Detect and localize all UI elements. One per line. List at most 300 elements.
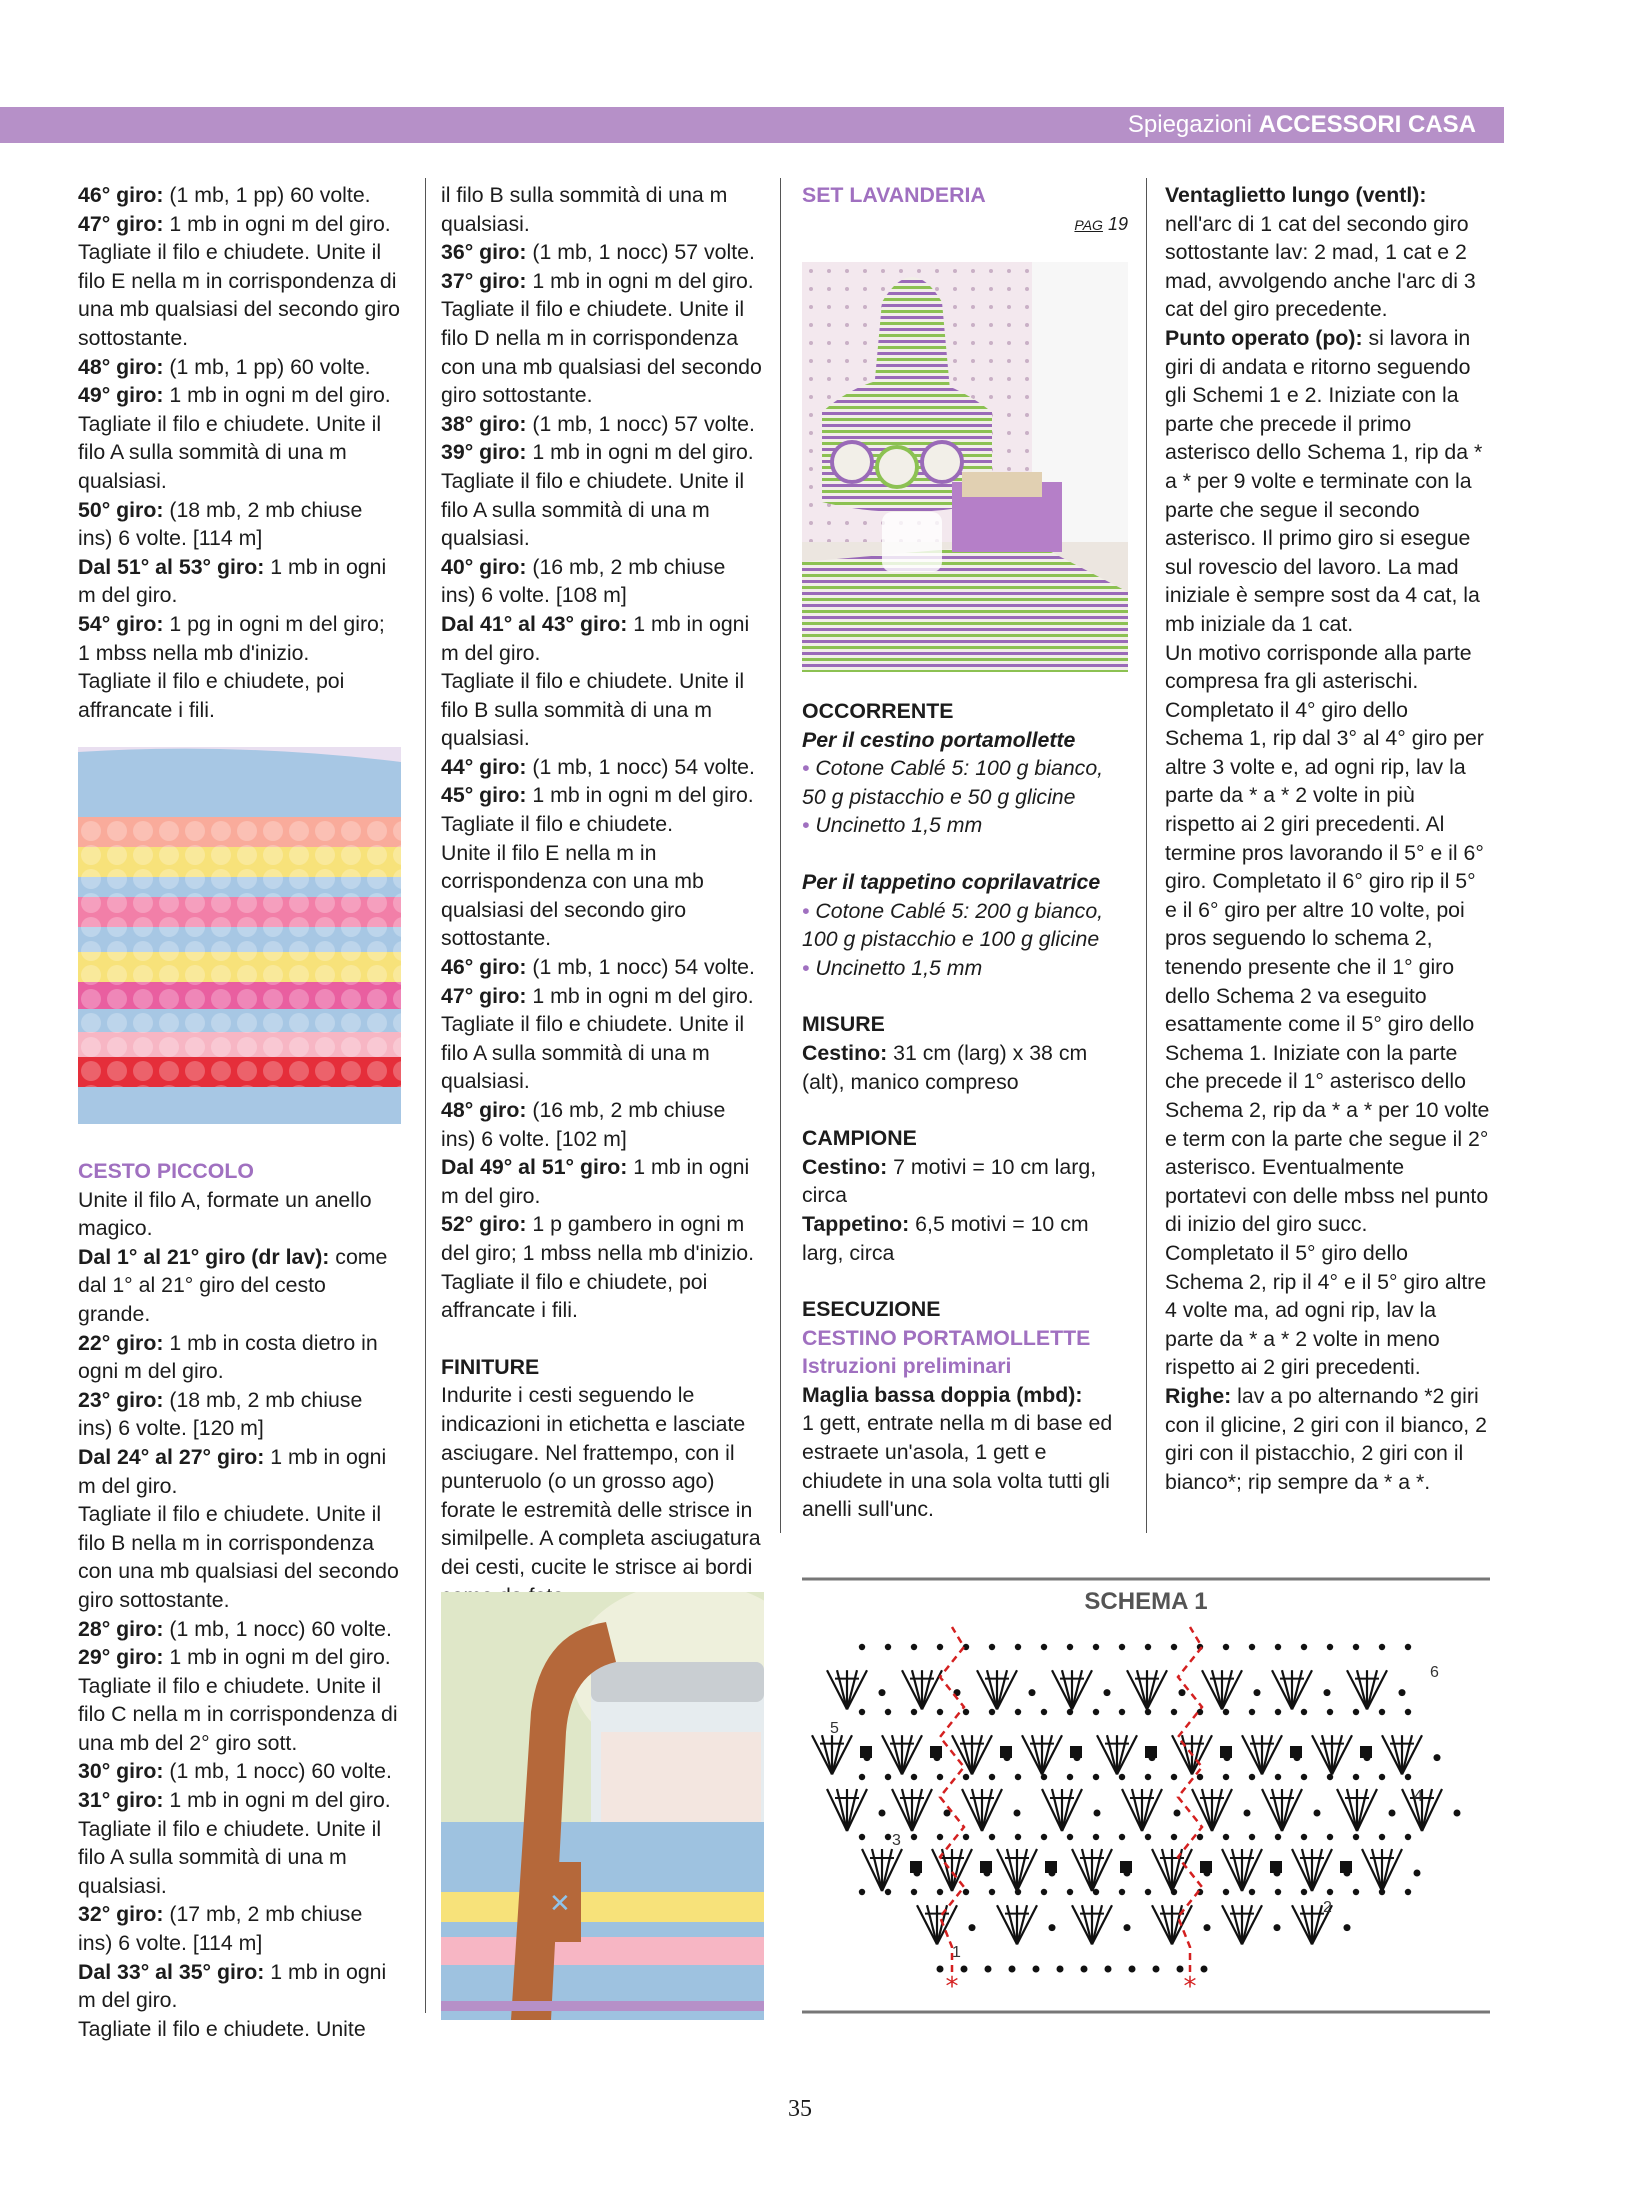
col4-paragraph bbox=[1165, 324, 1490, 639]
stitch-fan-line bbox=[1282, 1789, 1302, 1831]
stitch-fan-line bbox=[912, 1789, 932, 1831]
stitch-fan-line bbox=[1292, 1905, 1312, 1944]
col2-paragraph bbox=[441, 982, 764, 1011]
chain-dot bbox=[1249, 1709, 1255, 1715]
col1-top-paragraph-label: 47° giro: bbox=[78, 211, 164, 236]
stitch-fan-line bbox=[997, 1670, 1017, 1709]
chain-dot bbox=[1275, 1644, 1281, 1650]
col1-bottom-paragraph-text: come dal 1° al 21° giro del cesto grande. bbox=[78, 1244, 388, 1326]
col1-top-paragraph-label: 49° giro: bbox=[78, 383, 164, 408]
stitch-fan-line bbox=[1162, 1849, 1172, 1891]
stitch-fan-line bbox=[1017, 1905, 1027, 1944]
stitch-fan-line bbox=[1222, 1849, 1242, 1891]
chain-dot bbox=[1249, 1774, 1255, 1780]
stitch-fan-line bbox=[882, 1849, 902, 1891]
stitch-fan-line bbox=[1222, 1670, 1232, 1709]
chain-dot bbox=[1129, 1966, 1136, 1973]
col1-bottom-paragraph bbox=[78, 1443, 401, 1500]
col1-bottom-paragraph-text: Tagliate il filo e chiudete. Unite il filo A sulla sommità di una m qualsiasi. bbox=[78, 1816, 382, 1898]
single-crochet-square bbox=[1120, 1861, 1132, 1873]
col4-paragraph-label: Ventaglietto lungo (ventl): bbox=[1165, 183, 1427, 207]
stitch-fan-line bbox=[1092, 1849, 1112, 1891]
chain-dot bbox=[885, 1774, 891, 1780]
stitch-fan-line bbox=[847, 1670, 867, 1709]
col1-top-paragraph-label: 54° giro: bbox=[78, 611, 164, 636]
stitch-fan-line bbox=[1402, 1735, 1422, 1774]
chain-dot bbox=[1041, 1774, 1047, 1780]
chain-dot bbox=[1105, 1966, 1112, 1973]
stitch-fan-line bbox=[972, 1735, 992, 1774]
stitch-fan-line bbox=[1147, 1670, 1157, 1709]
col1-top-paragraphs bbox=[78, 181, 401, 724]
col1-bottom-paragraph-text: Unite il filo A, formate un anello magico. bbox=[78, 1187, 372, 1241]
chain-dot bbox=[1104, 1689, 1111, 1696]
stitch-fan-line bbox=[1367, 1670, 1377, 1709]
chain-dot bbox=[1145, 1834, 1151, 1840]
chain-dot bbox=[1254, 1689, 1261, 1696]
row-label-6: 6 bbox=[1430, 1664, 1439, 1681]
stitch-fan-line bbox=[922, 1670, 932, 1709]
stitch-fan-line bbox=[1082, 1905, 1092, 1944]
chain-dot bbox=[1015, 1834, 1021, 1840]
column-3-materials bbox=[802, 697, 1128, 1524]
chain-dot bbox=[1327, 1709, 1333, 1715]
chain-dot bbox=[911, 1709, 917, 1715]
stitch-fan-line bbox=[917, 1905, 937, 1944]
cestino-item-2: • Uncinetto 1,5 mm bbox=[802, 813, 983, 838]
chain-dot bbox=[885, 1644, 891, 1650]
stitch-fan-line bbox=[1122, 1789, 1142, 1831]
chain-dot bbox=[1015, 1709, 1021, 1715]
col2-paragraph bbox=[441, 1153, 764, 1210]
stitch-fan-line bbox=[1042, 1735, 1062, 1774]
col1-top-paragraph bbox=[78, 610, 401, 667]
col1-bottom-paragraph-label: 28° giro: bbox=[78, 1616, 164, 1641]
stitch-fan-line bbox=[1162, 1905, 1172, 1944]
section-title-cesto-piccolo: CESTO PICCOLO bbox=[78, 1159, 254, 1183]
stitch-fan-line bbox=[1072, 1670, 1092, 1709]
single-crochet-square bbox=[860, 1746, 872, 1758]
chain-dot bbox=[989, 1774, 995, 1780]
col2-paragraph bbox=[441, 1210, 764, 1267]
chain-dot bbox=[1067, 1709, 1073, 1715]
chain-dot bbox=[1344, 1924, 1351, 1931]
col2-paragraph-label: 47° giro: bbox=[441, 983, 527, 1008]
col1-top-paragraph bbox=[78, 181, 401, 210]
chain-dot bbox=[1093, 1834, 1099, 1840]
col1-bottom-paragraph-label: 23° giro: bbox=[78, 1387, 164, 1412]
col2-paragraph bbox=[441, 267, 764, 296]
schema-title: SCHEMA 1 bbox=[1084, 1588, 1208, 1615]
col1-bottom-paragraph bbox=[78, 1615, 401, 1644]
stitch-fan-line bbox=[1272, 1789, 1282, 1831]
col1-bottom-paragraph bbox=[78, 1672, 401, 1758]
stitch-fan-line bbox=[1202, 1789, 1212, 1831]
stitch-fan-line bbox=[997, 1670, 1007, 1709]
stitch-fan-line bbox=[872, 1849, 882, 1891]
col2-paragraph-text: 1 mb in ogni m del giro. bbox=[526, 983, 754, 1008]
col2-paragraph bbox=[441, 753, 764, 782]
istruzioni-title: Istruzioni preliminari bbox=[802, 1354, 1012, 1379]
col1-bottom-paragraph-text: (1 mb, 1 nocc) 60 volte. bbox=[163, 1759, 392, 1784]
chain-dot bbox=[1029, 1689, 1036, 1696]
single-crochet-square bbox=[1340, 1861, 1352, 1873]
chain-dot bbox=[937, 1966, 944, 1973]
chain-dot bbox=[989, 1834, 995, 1840]
stitch-fan-line bbox=[1357, 1670, 1367, 1709]
stitch-fan-line bbox=[927, 1905, 937, 1944]
single-crochet-square bbox=[1360, 1746, 1372, 1758]
single-crochet-square bbox=[1200, 1861, 1212, 1873]
chain-dot bbox=[879, 1689, 886, 1696]
col2-paragraph-text: Tagliate il filo e chiudete. Unite il filo D nella m in corrispondenza con una mb qualsiasi del secondo giro sottostante. bbox=[441, 297, 762, 408]
stitch-fan-line bbox=[1107, 1735, 1117, 1774]
campione-cestino: Cestino: 7 motivi = 10 cm larg, circa bbox=[802, 1154, 1097, 1208]
campione-tappetino: Tappetino: 6,5 motivi = 10 cm larg, circa bbox=[802, 1211, 1089, 1265]
col2-paragraph-label: Dal 41° al 43° giro: bbox=[441, 611, 628, 636]
stitch-fan-line bbox=[1262, 1789, 1282, 1831]
chain-dot bbox=[1171, 1709, 1177, 1715]
chain-dot bbox=[1274, 1924, 1281, 1931]
stitch-fan-line bbox=[1322, 1735, 1332, 1774]
stitch-fan-line bbox=[862, 1849, 882, 1891]
chain-dot bbox=[1223, 1834, 1229, 1840]
chain-dot bbox=[1301, 1644, 1307, 1650]
stitch-fan-line bbox=[997, 1849, 1017, 1891]
stitch-fan-line bbox=[922, 1670, 942, 1709]
chain-dot bbox=[1379, 1644, 1385, 1650]
single-crochet-square bbox=[1145, 1746, 1157, 1758]
single-crochet-square bbox=[930, 1746, 942, 1758]
asterisk-left: * bbox=[945, 1972, 959, 2002]
chain-dot bbox=[859, 1889, 865, 1895]
stitch-fan-line bbox=[1242, 1735, 1262, 1774]
stitch-fan-line bbox=[1252, 1735, 1262, 1774]
column-1-bottom bbox=[78, 1157, 401, 2043]
col1-bottom-paragraph-text: 1 mb in ogni m del giro. bbox=[78, 1959, 387, 2013]
chain-dot bbox=[1223, 1709, 1229, 1715]
chain-dot bbox=[1094, 1810, 1101, 1817]
stitch-fan-line bbox=[1262, 1735, 1272, 1774]
stitch-fan-line bbox=[1042, 1789, 1062, 1831]
chain-dot bbox=[1223, 1889, 1229, 1895]
stitch-fan-line bbox=[1147, 1670, 1167, 1709]
col2-paragraph bbox=[441, 839, 764, 953]
col2-paragraph bbox=[441, 238, 764, 267]
stitch-fan-line bbox=[1422, 1789, 1442, 1831]
col1-top-paragraph bbox=[78, 410, 401, 496]
col2-paragraph-label: 40° giro: bbox=[441, 554, 527, 579]
stitch-fan-line bbox=[1117, 1735, 1137, 1774]
stitch-fan-line bbox=[1212, 1789, 1222, 1831]
col1-bottom-paragraph-text: 1 mb in ogni m del giro. bbox=[163, 1645, 391, 1670]
stitch-fan-line bbox=[1382, 1735, 1402, 1774]
chain-dot bbox=[1049, 1924, 1056, 1931]
stitch-fan-line bbox=[847, 1670, 857, 1709]
stitch-fan-line bbox=[892, 1789, 912, 1831]
chain-dot bbox=[1093, 1889, 1099, 1895]
chain-dot bbox=[859, 1774, 865, 1780]
chain-dot bbox=[989, 1644, 995, 1650]
col2-paragraph bbox=[441, 610, 764, 667]
stitch-fan-line bbox=[952, 1849, 962, 1891]
col2-paragraph bbox=[441, 553, 764, 610]
stitch-fan-line bbox=[1092, 1905, 1112, 1944]
col2-paragraph bbox=[441, 467, 764, 553]
chain-dot bbox=[1275, 1834, 1281, 1840]
chain-dot bbox=[989, 1889, 995, 1895]
chain-dot bbox=[1119, 1644, 1125, 1650]
col2-paragraph bbox=[441, 1010, 764, 1096]
column-4 bbox=[1165, 181, 1490, 1496]
chain-dot bbox=[1353, 1834, 1359, 1840]
chain-dot bbox=[1405, 1644, 1411, 1650]
chain-dot bbox=[963, 1774, 969, 1780]
single-crochet-square bbox=[1270, 1861, 1282, 1873]
col1-top-paragraph bbox=[78, 667, 401, 724]
chain-dot bbox=[1093, 1709, 1099, 1715]
chain-dot bbox=[1389, 1810, 1396, 1817]
col1-bottom-paragraph bbox=[78, 2015, 401, 2044]
chain-dot bbox=[859, 1834, 865, 1840]
chain-dot bbox=[963, 1834, 969, 1840]
chain-dot bbox=[1434, 1754, 1441, 1761]
col4-paragraph-text: Un motivo corrisponde alla parte compresa fra gli asterischi. Completato il 4° giro dello Schema 1, rip dal 3° al 4° giro per altre 3 volte e, ad ogni rip, lav la parte da * a * 2 volte in più rispetto ai 2 giri precedenti. Al termine pros lavorando il 5° e il 6° giro. Completato il 6° giro rip il 5° e il 6° giro per altre 10 volte, poi pros seguendo lo schema 2, tenendo presente che il 1° giro dello Schema 2 va eseguito esattamente come il 5° giro dello Schema 1. Iniziate con la parte che precede il 1° asterisco dello Schema 2, rip da * a * per 10 volte e term con la parte che segue il 2° asterisco. Eventualmente portatevi con delle mbss nel punto di inizio del giro succ. bbox=[1165, 640, 1490, 1237]
col2-paragraph-text: 1 p gambero in ogni m del giro; 1 mbss nella mb d'inizio. bbox=[441, 1212, 755, 1265]
single-crochet-square bbox=[1290, 1746, 1302, 1758]
stitch-fan-line bbox=[812, 1735, 832, 1774]
col1-bottom-paragraph-label: Dal 33° al 35° giro: bbox=[78, 1959, 265, 1984]
page-number: 35 bbox=[788, 2096, 812, 2122]
stitch-fan-line bbox=[882, 1849, 892, 1891]
finiture-text: Indurite i cesti seguendo le indicazioni in etichetta e lasciate asciugare. Nel frattempo, con il punteruolo (o un grosso ago) forate le estremità delle strisce in similpelle. A completa asciugatura dei cesti, cucite le strisce ai bordi bbox=[441, 1383, 761, 1579]
stitch-fan-line bbox=[1232, 1905, 1242, 1944]
col2-paragraph-label: 39° giro: bbox=[441, 440, 527, 465]
stitch-fan-line bbox=[837, 1789, 847, 1831]
col2-paragraph-label: 45° giro: bbox=[441, 783, 527, 808]
stitch-fan-line bbox=[1127, 1670, 1147, 1709]
col2-paragraph-label: 48° giro: bbox=[441, 1098, 527, 1122]
col2-paragraph bbox=[441, 181, 764, 238]
stitch-fan-line bbox=[937, 1905, 957, 1944]
chain-dot bbox=[1015, 1644, 1021, 1650]
col1-top-paragraph-text: Tagliate il filo e chiudete, poi affrancate i fili. bbox=[78, 669, 345, 722]
col2-paragraph bbox=[441, 1268, 764, 1325]
col2-paragraph-text: 1 mb in ogni m del giro. bbox=[441, 611, 750, 665]
stitch-fan-line bbox=[1152, 1905, 1172, 1944]
stitch-fan-line bbox=[972, 1789, 982, 1831]
stitch-fan-line bbox=[1337, 1789, 1357, 1831]
stitch-fan-line bbox=[847, 1789, 857, 1831]
chain-dot bbox=[1301, 1834, 1307, 1840]
col1-top-paragraph-text: Tagliate il filo e chiudete. Unite il filo E nella m in corrispondenza di una mb qualsiasi del secondo giro sottostante. bbox=[78, 240, 401, 350]
chain-dot bbox=[1041, 1644, 1047, 1650]
col1-bottom-paragraph-text: (18 mb, 2 mb chiuse ins) 6 volte. [120 m] bbox=[78, 1387, 363, 1441]
col2-paragraph-text: 1 mb in ogni m del giro. bbox=[526, 440, 754, 465]
col1-bottom-paragraph-text: Tagliate il filo e chiudete. Unite bbox=[78, 2016, 366, 2041]
col4-paragraph bbox=[1165, 1239, 1490, 1382]
col4-paragraph bbox=[1165, 1382, 1490, 1496]
stitch-fan-line bbox=[1117, 1735, 1127, 1774]
section-header-title: Spiegazioni ACCESSORI CASA bbox=[1127, 111, 1476, 138]
col4-paragraph bbox=[1165, 181, 1490, 324]
campione-title: CAMPIONE bbox=[802, 1126, 917, 1151]
chain-dot bbox=[1093, 1644, 1099, 1650]
col2-paragraph-text: Unite il filo E nella m in corrispondenza con una mb qualsiasi del secondo giro sottostante. bbox=[441, 840, 704, 951]
row-label-3: 3 bbox=[892, 1832, 901, 1849]
col2-paragraph-label: 46° giro: bbox=[441, 955, 527, 980]
stitch-fan-line bbox=[1212, 1670, 1222, 1709]
chain-dot bbox=[1399, 1689, 1406, 1696]
col1-top-paragraph-text: 1 mb in ogni m del giro. bbox=[78, 554, 387, 608]
col1-top-paragraph-text: 1 mb in ogni m del giro. bbox=[163, 383, 391, 408]
chain-dot bbox=[911, 1834, 917, 1840]
stitch-fan-line bbox=[1422, 1789, 1432, 1831]
chain-dot bbox=[1067, 1889, 1073, 1895]
col1-top-paragraph bbox=[78, 238, 401, 352]
chain-dot bbox=[1093, 1774, 1099, 1780]
column-divider bbox=[1146, 178, 1147, 1533]
column-2 bbox=[441, 181, 764, 1610]
col1-bottom-paragraph-text: (17 mb, 2 mb chiuse ins) 6 volte. [114 m] bbox=[78, 1902, 363, 1956]
page-reference: PAG 19 bbox=[1074, 213, 1128, 234]
col4-paragraph-text: Completato il 5° giro dello Schema 2, rip il 4° e il 5° giro altre 4 volte ma, ad ogni rip, lav la parte da * a * 2 volte in meno rispetto ai 2 giri precedenti. bbox=[1165, 1240, 1487, 1380]
chain-dot bbox=[1405, 1709, 1411, 1715]
chain-dot bbox=[1379, 1774, 1385, 1780]
stitch-fan-line bbox=[1262, 1735, 1282, 1774]
stitch-fan-line bbox=[822, 1735, 832, 1774]
col1-bottom-paragraph-text: 1 mb in ogni m del giro. bbox=[163, 1788, 391, 1813]
single-crochet-square bbox=[1070, 1746, 1082, 1758]
chain-dot bbox=[985, 1966, 992, 1973]
single-crochet-square bbox=[980, 1861, 992, 1873]
col1-bottom-paragraph-label: Dal 1° al 21° giro (dr lav): bbox=[78, 1244, 330, 1269]
stitch-fan-line bbox=[1072, 1849, 1092, 1891]
stitch-fan-line bbox=[1292, 1670, 1302, 1709]
col2-paragraph-text: (1 mb, 1 nocc) 54 volte. bbox=[526, 754, 755, 779]
chain-dot bbox=[1301, 1889, 1307, 1895]
col2-paragraph-text: Tagliate il filo e chiudete, poi affrancate i fili. bbox=[441, 1269, 708, 1323]
stitch-fan-line bbox=[847, 1789, 867, 1831]
col2-paragraph-text: (1 mb, 1 nocc) 57 volte. bbox=[526, 240, 755, 265]
col1-bottom-paragraph-text: Tagliate il filo e chiudete. Unite il filo B nella m in corrispondenza con una mb qualsiasi del secondo giro sottostante. bbox=[78, 1502, 399, 1612]
stitch-fan-line bbox=[1347, 1670, 1367, 1709]
chain-dot bbox=[1145, 1644, 1151, 1650]
occorrente-title: OCCORRENTE bbox=[802, 699, 954, 723]
chain-dot bbox=[1353, 1644, 1359, 1650]
stitch-fan-line bbox=[1302, 1905, 1312, 1944]
chain-dot bbox=[1314, 1810, 1321, 1817]
col2-paragraph-text: il filo B sulla sommità di una m qualsiasi. bbox=[441, 183, 728, 236]
stitch-fan-line bbox=[1367, 1670, 1387, 1709]
col1-bottom-paragraph-text: (1 mb, 1 nocc) 60 volte. bbox=[163, 1616, 392, 1641]
col1-top-paragraph-label: 46° giro: bbox=[78, 183, 164, 207]
chain-dot bbox=[937, 1834, 943, 1840]
col2-paragraph-text: (1 mb, 1 nocc) 54 volte. bbox=[526, 955, 755, 980]
stitch-fan-line bbox=[1052, 1670, 1072, 1709]
chain-dot bbox=[1201, 1966, 1208, 1973]
chain-dot bbox=[937, 1774, 943, 1780]
stitch-fan-line bbox=[892, 1735, 902, 1774]
single-crochet-square bbox=[910, 1861, 922, 1873]
chain-dot bbox=[937, 1644, 943, 1650]
col1-top-paragraph-label: 48° giro: bbox=[78, 354, 164, 379]
mbd-title: Maglia bassa doppia (mbd): bbox=[802, 1382, 1083, 1407]
col2-paragraph-label: 44° giro: bbox=[441, 754, 527, 779]
col2-paragraph-text: 1 mb in ogni m del giro. bbox=[441, 1155, 750, 1208]
column-divider bbox=[425, 178, 426, 2013]
stitch-fan-line bbox=[1332, 1735, 1352, 1774]
stitch-fan-line bbox=[1092, 1849, 1102, 1891]
stitch-fan-line bbox=[1032, 1735, 1042, 1774]
stitch-fan-line bbox=[1242, 1849, 1252, 1891]
stitch-fan-line bbox=[1347, 1789, 1357, 1831]
col1-bottom-paragraph-label: Dal 24° al 27° giro: bbox=[78, 1444, 265, 1469]
chain-dot bbox=[1405, 1774, 1411, 1780]
chain-dot bbox=[1171, 1644, 1177, 1650]
col4-paragraph-text: lav a po alternando *2 giri con il glicine, 2 giri con il bianco, 2 giri con il pistacchio, 2 giri con il bianco*; rip sempre da * a *. bbox=[1165, 1383, 1487, 1494]
col2-paragraph-text: Tagliate il filo e chiudete. Unite il filo B sulla sommità di una m qualsiasi. bbox=[441, 669, 745, 751]
stitch-fan-line bbox=[1152, 1849, 1172, 1891]
chain-dot bbox=[1249, 1889, 1255, 1895]
stitch-fan-line bbox=[1357, 1789, 1377, 1831]
chain-dot bbox=[937, 1889, 943, 1895]
stitch-fan-line bbox=[1192, 1735, 1212, 1774]
stitch-fan-line bbox=[1372, 1849, 1382, 1891]
section-title-finiture: FINITURE bbox=[441, 1354, 540, 1379]
col1-top-paragraph bbox=[78, 553, 401, 610]
chain-dot bbox=[1327, 1834, 1333, 1840]
stitch-fan-line bbox=[1292, 1849, 1312, 1891]
col2-paragraph bbox=[441, 667, 764, 753]
chain-dot bbox=[1327, 1644, 1333, 1650]
chain-dot bbox=[1405, 1889, 1411, 1895]
esecuzione-title: ESECUZIONE bbox=[802, 1297, 941, 1322]
col1-bottom-paragraph bbox=[78, 1757, 401, 1786]
tappetino-item-1: • Cotone Cablé 5: 200 g bianco, 100 g pistacchio e 100 g glicine bbox=[802, 898, 1104, 952]
column-3 bbox=[802, 181, 1128, 239]
col2-paragraph-text: (16 mb, 2 mb chiuse ins) 6 volte. [108 m] bbox=[441, 554, 726, 608]
chain-dot bbox=[1327, 1889, 1333, 1895]
chain-dot bbox=[1301, 1774, 1307, 1780]
chain-dot bbox=[1177, 1966, 1184, 1973]
col2-paragraph-label: 36° giro: bbox=[441, 240, 527, 265]
stitch-fan-line bbox=[1332, 1735, 1342, 1774]
col2-paragraph bbox=[441, 438, 764, 467]
chain-dot bbox=[989, 1709, 995, 1715]
stitch-fan-line bbox=[1082, 1849, 1092, 1891]
chain-dot bbox=[1197, 1774, 1203, 1780]
chain-dot bbox=[1124, 1924, 1131, 1931]
svg-text:✕: ✕ bbox=[549, 1889, 571, 1919]
chain-dot bbox=[1327, 1774, 1333, 1780]
col2-paragraph bbox=[441, 810, 764, 839]
col4-paragraph-text: nell'arc di 1 cat del secondo giro sottostante lav: 2 mad, 1 cat e 2 mad, avvolgendo anche l'arc di 3 cat del giro precedente. bbox=[1165, 211, 1476, 322]
stitch-fan-line bbox=[1312, 1735, 1332, 1774]
col2-paragraph-label: Dal 49° al 51° giro: bbox=[441, 1155, 628, 1180]
stitch-fan-line bbox=[987, 1670, 997, 1709]
col2-paragraph-text: Tagliate il filo e chiudete. bbox=[441, 812, 674, 837]
schema-1-diagram bbox=[802, 1577, 1490, 2015]
stitch-fan-line bbox=[962, 1735, 972, 1774]
col2-paragraph-label: 38° giro: bbox=[441, 411, 527, 436]
stitch-fan-line bbox=[1022, 1735, 1042, 1774]
stitch-fan-line bbox=[1222, 1905, 1242, 1944]
chain-dot bbox=[911, 1889, 917, 1895]
col1-top-paragraph bbox=[78, 210, 401, 239]
chain-dot bbox=[1145, 1774, 1151, 1780]
photo-laundry-set bbox=[802, 262, 1128, 692]
